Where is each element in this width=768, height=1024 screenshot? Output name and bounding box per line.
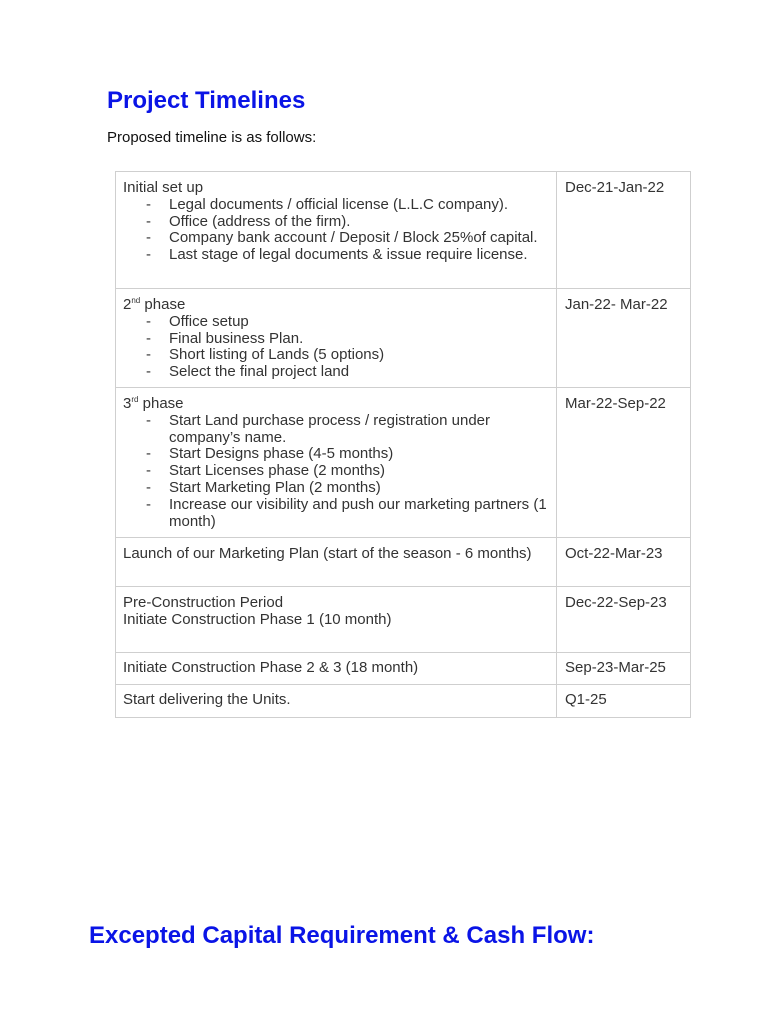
list-item [123, 480, 549, 497]
bullet-marker: - [146, 312, 151, 330]
list-item-text: Company bank account / Deposit / Block 25%of capital. [169, 229, 538, 247]
bullet-marker: - [146, 495, 151, 513]
phase-description [116, 685, 557, 718]
list-item [123, 197, 549, 214]
phase-description [116, 653, 557, 685]
table-row [116, 289, 691, 388]
list-item-text: Short listing of Lands (5 options) [169, 346, 385, 364]
bullet-marker: - [146, 346, 151, 364]
phase-period: Sep-23-Mar-25 [557, 653, 691, 685]
phase-description [116, 587, 557, 653]
phase-item-list [123, 314, 549, 381]
list-item-text: Start Designs phase (4-5 months) [169, 445, 394, 463]
phase-heading-number: 2 [123, 296, 132, 313]
table-row [116, 388, 691, 538]
phase-period: Q1-25 [557, 685, 691, 718]
bullet-marker: - [146, 411, 151, 429]
list-item [123, 314, 549, 331]
table-row [116, 172, 691, 289]
table-row [116, 538, 691, 587]
intro-text: Proposed timeline is as follows: [107, 129, 317, 146]
list-item [123, 413, 549, 447]
list-item [123, 497, 549, 531]
phase-description [116, 538, 557, 587]
bullet-marker: - [146, 195, 151, 213]
page-title: Project Timelines [107, 87, 306, 114]
table-row [116, 587, 691, 653]
list-item-text: Select the final project land [169, 363, 350, 381]
timeline-table [115, 171, 691, 718]
bullet-marker: - [146, 329, 151, 347]
bullet-marker: - [146, 246, 151, 264]
list-item [123, 247, 549, 264]
phase-heading [123, 396, 549, 413]
ordinal-suffix: nd [131, 296, 141, 305]
list-item-text: Legal documents / official license (L.L.C company). [169, 195, 509, 213]
phase-description [116, 172, 557, 289]
list-item [123, 446, 549, 463]
bullet-marker: - [146, 212, 151, 230]
phase-item-list [123, 197, 549, 264]
bullet-marker: - [146, 462, 151, 480]
list-item-text: Start Land purchase process / registration under company’s name. [169, 411, 491, 446]
list-item-text: Office setup [169, 312, 249, 330]
table-row [116, 685, 691, 718]
list-item-text: Start Licenses phase (2 months) [169, 462, 385, 480]
phase-line: Pre-Construction Period [123, 594, 284, 611]
list-item [123, 364, 549, 381]
phase-period: Jan-22- Mar-22 [557, 289, 691, 388]
phase-period: Dec-22-Sep-23 [557, 587, 691, 653]
phase-line: Launch of our Marketing Plan (start of the season - 6 months) [123, 545, 532, 562]
bullet-marker: - [146, 363, 151, 381]
phase-period: Dec-21-Jan-22 [557, 172, 691, 289]
list-item-text: Start Marketing Plan (2 months) [169, 478, 381, 496]
phase-heading-text: phase [138, 395, 184, 412]
phase-description [116, 289, 557, 388]
list-item [123, 230, 549, 247]
section-title: Excepted Capital Requirement & Cash Flow: [89, 922, 595, 949]
table-row [116, 653, 691, 685]
phase-item-list [123, 413, 549, 531]
list-item-text: Increase our visibility and push our marketing partners (1 month) [169, 495, 547, 530]
phase-line: Start delivering the Units. [123, 691, 291, 708]
list-item [123, 214, 549, 231]
phase-heading-text: phase [140, 296, 186, 313]
bullet-marker: - [146, 229, 151, 247]
phase-period: Mar-22-Sep-22 [557, 388, 691, 538]
bullet-marker: - [146, 478, 151, 496]
list-item-text: Last stage of legal documents & issue require license. [169, 246, 528, 264]
ordinal-suffix: rd [131, 395, 139, 404]
phase-description [116, 388, 557, 538]
bullet-marker: - [146, 445, 151, 463]
list-item-text: Final business Plan. [169, 329, 304, 347]
phase-period: Oct-22-Mar-23 [557, 538, 691, 587]
list-item [123, 463, 549, 480]
list-item [123, 331, 549, 348]
list-item-text: Office (address of the firm). [169, 212, 351, 230]
phase-heading: Initial set up [123, 179, 204, 196]
list-item [123, 347, 549, 364]
phase-line: Initiate Construction Phase 2 & 3 (18 month) [123, 659, 419, 676]
phase-heading [123, 297, 549, 314]
phase-heading-number: 3 [123, 395, 132, 412]
phase-line: Initiate Construction Phase 1 (10 month) [123, 610, 392, 628]
